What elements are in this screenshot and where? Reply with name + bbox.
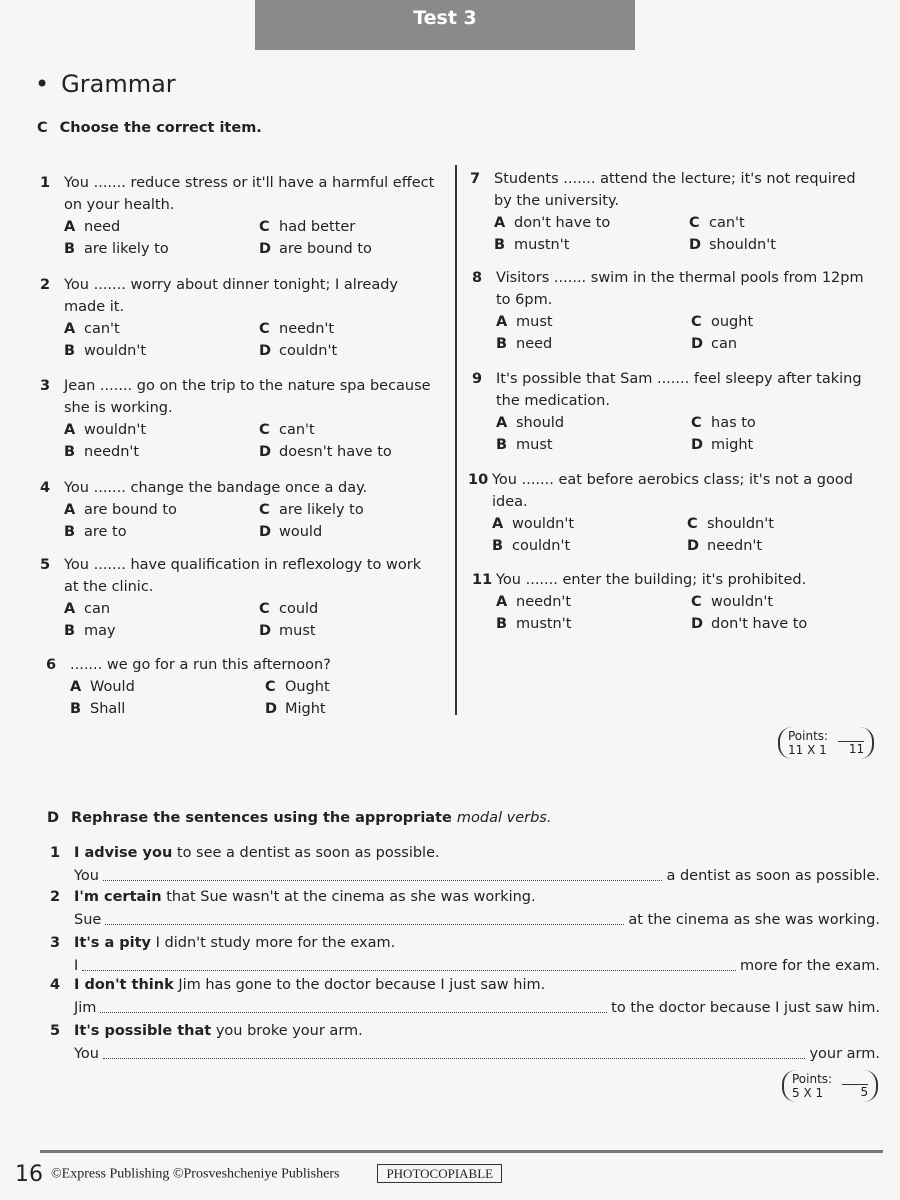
question-number: 9: [472, 371, 483, 387]
rephrase-item-5: [50, 1020, 880, 1066]
answer-start: You: [74, 868, 99, 884]
option-a[interactable]: A can't: [64, 321, 120, 337]
question-number: 2: [40, 277, 51, 293]
option-c[interactable]: C wouldn't: [691, 594, 774, 610]
question-number: 4: [40, 480, 51, 496]
answer-blank[interactable]: [103, 865, 662, 881]
item-number: 3: [50, 935, 61, 951]
question-stem: Students ....... attend the lecture; it's not required by the university.: [494, 171, 856, 209]
answer-end: your arm.: [809, 1046, 880, 1062]
option-b[interactable]: B mustn't: [496, 616, 572, 632]
question-number: 3: [40, 378, 51, 394]
test-title-banner: Test 3: [255, 0, 635, 50]
question-number: 1: [40, 175, 51, 191]
option-a[interactable]: A must: [496, 314, 553, 330]
option-d[interactable]: D Might: [265, 701, 326, 717]
question-stem: You ....... have qualification in reflexology to work at the clinic.: [64, 557, 422, 595]
question-1: [40, 172, 440, 260]
option-b[interactable]: B may: [64, 623, 116, 639]
item-number: 2: [50, 889, 61, 905]
option-c[interactable]: C Ought: [265, 679, 330, 695]
item-number: 4: [50, 977, 61, 993]
answer-blank[interactable]: [105, 909, 624, 925]
option-b[interactable]: B mustn't: [494, 237, 570, 253]
question-11: [472, 569, 872, 635]
option-d[interactable]: D don't have to: [691, 616, 808, 632]
question-stem: You ....... reduce stress or it'll have a harmful effect on your health.: [64, 175, 435, 213]
option-a[interactable]: A Would: [70, 679, 135, 695]
answer-blank[interactable]: [100, 997, 607, 1013]
column-divider: [455, 165, 457, 715]
option-d[interactable]: D needn't: [687, 538, 763, 554]
option-d[interactable]: D couldn't: [259, 343, 338, 359]
question-10: [468, 469, 868, 557]
rephrase-item-4: [50, 974, 880, 1020]
original-sentence: I'm certain that Sue wasn't at the cinema as she was working.: [74, 889, 536, 905]
question-stem: You ....... enter the building; it's prohibited.: [496, 572, 807, 588]
option-c[interactable]: C can't: [689, 215, 745, 231]
question-stem: Jean ....... go on the trip to the nature spa because she is working.: [64, 378, 431, 416]
question-2: [40, 274, 440, 362]
question-4: [40, 477, 440, 543]
answer-start: Jim: [74, 1000, 97, 1016]
answer-blank[interactable]: [103, 1043, 805, 1059]
option-c[interactable]: C shouldn't: [687, 516, 774, 532]
option-b[interactable]: B Shall: [70, 701, 126, 717]
option-d[interactable]: D would: [259, 524, 323, 540]
question-6: [46, 654, 446, 720]
footer-rule: [40, 1150, 883, 1153]
question-stem: You ....... change the bandage once a day.: [64, 480, 368, 496]
answer-end: more for the exam.: [740, 958, 880, 974]
option-d[interactable]: D shouldn't: [689, 237, 776, 253]
item-number: 1: [50, 845, 61, 861]
footer: 16 ©Express Publishing ©Prosveshcheniye Publishers PHOTOCOPIABLE: [15, 1162, 502, 1187]
option-a[interactable]: A are bound to: [64, 502, 177, 518]
part-d-instruction: D Rephrase the sentences using the appropriate modal verbs.: [47, 810, 552, 826]
answer-end: a dentist as soon as possible.: [666, 868, 880, 884]
rephrase-item-2: [50, 886, 880, 932]
original-sentence: It's possible that you broke your arm.: [74, 1023, 363, 1039]
question-8: [472, 267, 872, 355]
option-c[interactable]: C has to: [691, 415, 756, 431]
option-b[interactable]: B are likely to: [64, 241, 169, 257]
option-a[interactable]: A wouldn't: [492, 516, 575, 532]
option-b[interactable]: B wouldn't: [64, 343, 147, 359]
option-c[interactable]: C had better: [259, 219, 356, 235]
answer-start: You: [74, 1046, 99, 1062]
option-a[interactable]: A don't have to: [494, 215, 611, 231]
option-a[interactable]: A should: [496, 415, 565, 431]
option-b[interactable]: B must: [496, 437, 553, 453]
answer-start: I: [74, 958, 79, 974]
points-box-d: Points: 5 X 1 5: [782, 1070, 878, 1102]
answer-end: at the cinema as she was working.: [628, 912, 880, 928]
original-sentence: It's a pity I didn't study more for the exam.: [74, 935, 396, 951]
option-d[interactable]: D might: [691, 437, 754, 453]
option-b[interactable]: B are to: [64, 524, 127, 540]
question-stem: Visitors ....... swim in the thermal pools from 12pm to 6pm.: [496, 270, 864, 308]
option-b[interactable]: B needn't: [64, 444, 140, 460]
section-heading: • Grammar: [35, 70, 176, 98]
option-a[interactable]: A needn't: [496, 594, 572, 610]
option-c[interactable]: C needn't: [259, 321, 335, 337]
question-9: [472, 368, 872, 456]
answer-blank[interactable]: [82, 955, 736, 971]
question-number: 6: [46, 657, 57, 673]
answer-start: Sue: [74, 912, 102, 928]
question-number: 8: [472, 270, 483, 286]
original-sentence: I advise you to see a dentist as soon as possible.: [74, 845, 440, 861]
option-c[interactable]: C can't: [259, 422, 315, 438]
item-number: 5: [50, 1023, 61, 1039]
question-stem: You ....... worry about dinner tonight; I already made it.: [64, 277, 398, 315]
option-a[interactable]: A can: [64, 601, 111, 617]
rephrase-item-3: [50, 932, 880, 978]
question-stem: You ....... eat before aerobics class; it's not a good idea.: [492, 472, 853, 510]
question-7: [470, 168, 870, 256]
question-stem: ....... we go for a run this afternoon?: [70, 657, 331, 673]
option-c[interactable]: C are likely to: [259, 502, 364, 518]
option-d[interactable]: D are bound to: [259, 241, 372, 257]
part-c-instruction: C Choose the correct item.: [37, 120, 262, 136]
question-number: 10: [468, 472, 489, 488]
question-5: [40, 554, 440, 642]
question-number: 7: [470, 171, 481, 187]
original-sentence: I don't think Jim has gone to the doctor because I just saw him.: [74, 977, 546, 993]
option-c[interactable]: C could: [259, 601, 319, 617]
option-b[interactable]: B need: [496, 336, 553, 352]
rephrase-item-1: [50, 842, 880, 888]
question-number: 11: [472, 572, 493, 588]
photocopiable-stamp: PHOTOCOPIABLE: [377, 1164, 502, 1183]
question-number: 5: [40, 557, 51, 573]
option-a[interactable]: A need: [64, 219, 121, 235]
option-b[interactable]: B couldn't: [492, 538, 571, 554]
answer-end: to the doctor because I just saw him.: [611, 1000, 880, 1016]
option-d[interactable]: D can: [691, 336, 738, 352]
question-stem: It's possible that Sam ....... feel sleepy after taking the medication.: [496, 371, 862, 409]
option-a[interactable]: A wouldn't: [64, 422, 147, 438]
option-c[interactable]: C ought: [691, 314, 754, 330]
points-box-c: Points: 11 X 1 11: [778, 727, 874, 759]
option-d[interactable]: D must: [259, 623, 316, 639]
option-d[interactable]: D doesn't have to: [259, 444, 392, 460]
question-3: [40, 375, 440, 463]
